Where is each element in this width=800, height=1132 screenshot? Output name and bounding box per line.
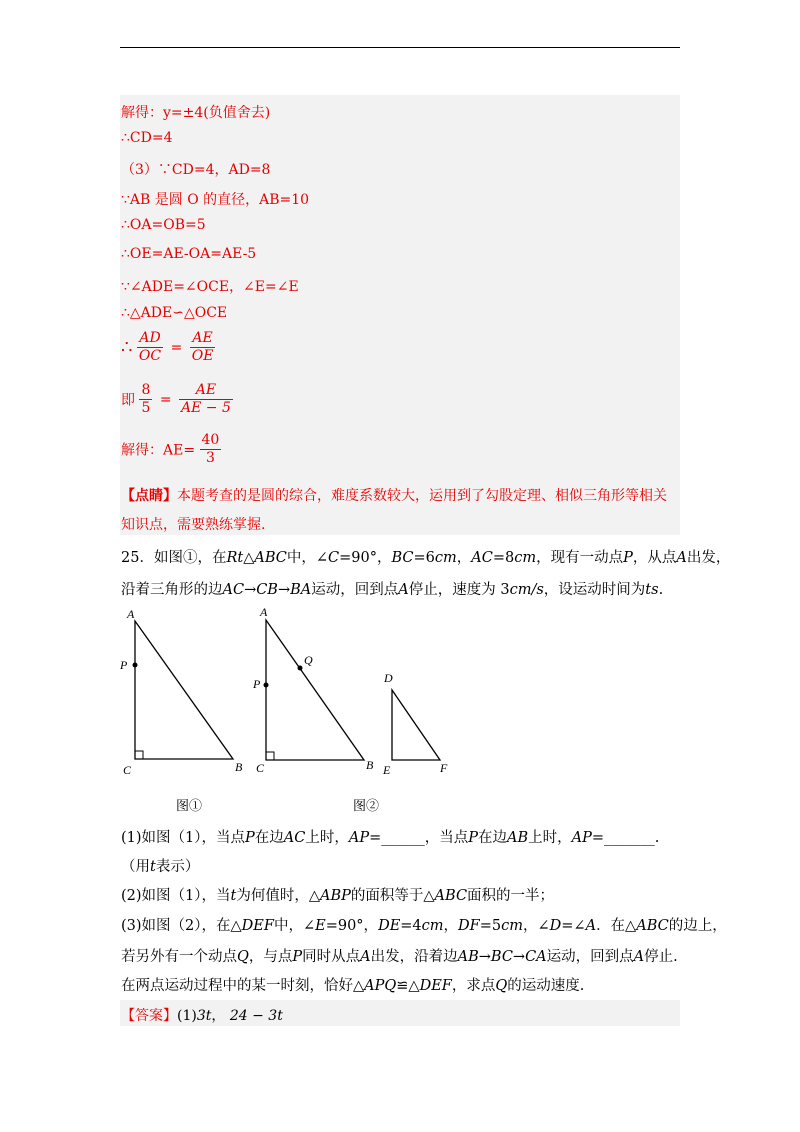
question-2: (2)如图（1），当t为何值时，△ABP的面积等于△ABC面积的一半；	[121, 888, 555, 904]
fig2-label-a: A	[260, 605, 268, 619]
fig2-label-c: C	[256, 761, 265, 775]
ratio-equation: ∴ $\frac{AD}{OC}$ = $\frac{AE}{OE}$	[121, 330, 214, 364]
figure-1-caption: 图①	[176, 799, 203, 814]
comment-line-2: 知识点，需要熟练掌握.	[121, 517, 266, 533]
solution-line-8: ∴△ADE∽△OCE	[121, 305, 228, 321]
final-answer-line: 解得：AE= $\frac{40}{3}$	[121, 432, 220, 466]
fraction-ae-ae5: $\frac{AE}{AE - 5}$	[181, 382, 231, 416]
question-3-line-2: 若另外有一个动点Q，与点P同时从点A出发，沿着边AB→BC→CA运动，回到点A停止.	[121, 949, 678, 965]
question-3-line-1: (3)如图（2），在△DEF中，∠E=90°，DE=4cm，DF=5cm，∠D=∠A．在△ABC的边上，	[121, 918, 727, 934]
fig3-label-d: D	[384, 671, 393, 685]
question-3-line-3: 在两点运动过程中的某一时刻，恰好△APQ≌△DEF，求点Q的运动速度.	[121, 978, 585, 994]
question-1-line-2: （用t表示）	[121, 859, 200, 875]
solution-line-2: ∴CD=4	[121, 130, 173, 146]
solution-line-4: ∵AB 是圆 O 的直径，AB=10	[121, 192, 310, 208]
figure-2-triangle-abc	[248, 600, 388, 780]
problem-line-1: 25．如图①，在Rt△ABC中，∠C=90°，BC=6cm，AC=8cm，现有一动点P，从点A出发，	[121, 550, 731, 566]
fig2-label-q: Q	[304, 653, 313, 667]
figure-3-triangle-def	[378, 668, 458, 780]
fig3-label-f: F	[440, 761, 448, 775]
header-rule	[120, 47, 680, 48]
fig2-label-b: B	[366, 758, 374, 772]
substituted-equation: 即 $\frac{8}{5}$ = $\frac{AE}{AE - 5}$	[121, 382, 231, 416]
fig1-label-a: A	[127, 607, 135, 621]
fraction-ad-oc: $\frac{AD}{OC}$	[138, 330, 162, 364]
fraction-40-3: $\frac{40}{3}$	[201, 432, 220, 466]
figure-1-triangle-abc	[115, 606, 255, 781]
solution-line-5: ∴OA=OB=5	[121, 217, 206, 233]
fig1-label-b: B	[235, 760, 243, 774]
fig2-label-p: P	[253, 677, 261, 691]
solution-line-6: ∴OE=AE-OA=AE-5	[121, 246, 257, 262]
comment-line-1: 【点睛】本题考查的是圆的综合，难度系数较大，运用到了勾股定理、相似三角形等相关	[121, 488, 667, 504]
solution-line-7: ∵∠ADE=∠OCE，∠E=∠E	[121, 279, 299, 295]
fig3-label-e: E	[383, 763, 391, 777]
answer-tag: 【答案】	[121, 1008, 177, 1024]
fraction-8-5: $\frac{8}{5}$	[141, 382, 151, 416]
fraction-ae-oe: $\frac{AE}{OE}$	[191, 330, 214, 364]
figure-2-caption: 图②	[353, 799, 380, 814]
solution-line-1: 解得：y=±4(负值舍去)	[121, 105, 271, 121]
answer-line: 【答案】(1)3t， 24 − 3t	[121, 1008, 283, 1024]
question-1-line-1: (1)如图（1），当点P在边AC上时，AP=______，当点P在边AB上时，AP=_______.	[121, 830, 660, 846]
problem-line-2: 沿着三角形的边AC→CB→BA运动，回到点A停止，速度为 3cm/s，设运动时间为ts.	[121, 582, 664, 598]
fig1-label-c: C	[123, 763, 132, 777]
ji-label: 即	[121, 392, 135, 409]
fig1-label-p: P	[120, 658, 128, 672]
solution-line-3: （3）∵CD=4，AD=8	[121, 162, 271, 178]
therefore-symbol: ∴	[121, 337, 133, 358]
